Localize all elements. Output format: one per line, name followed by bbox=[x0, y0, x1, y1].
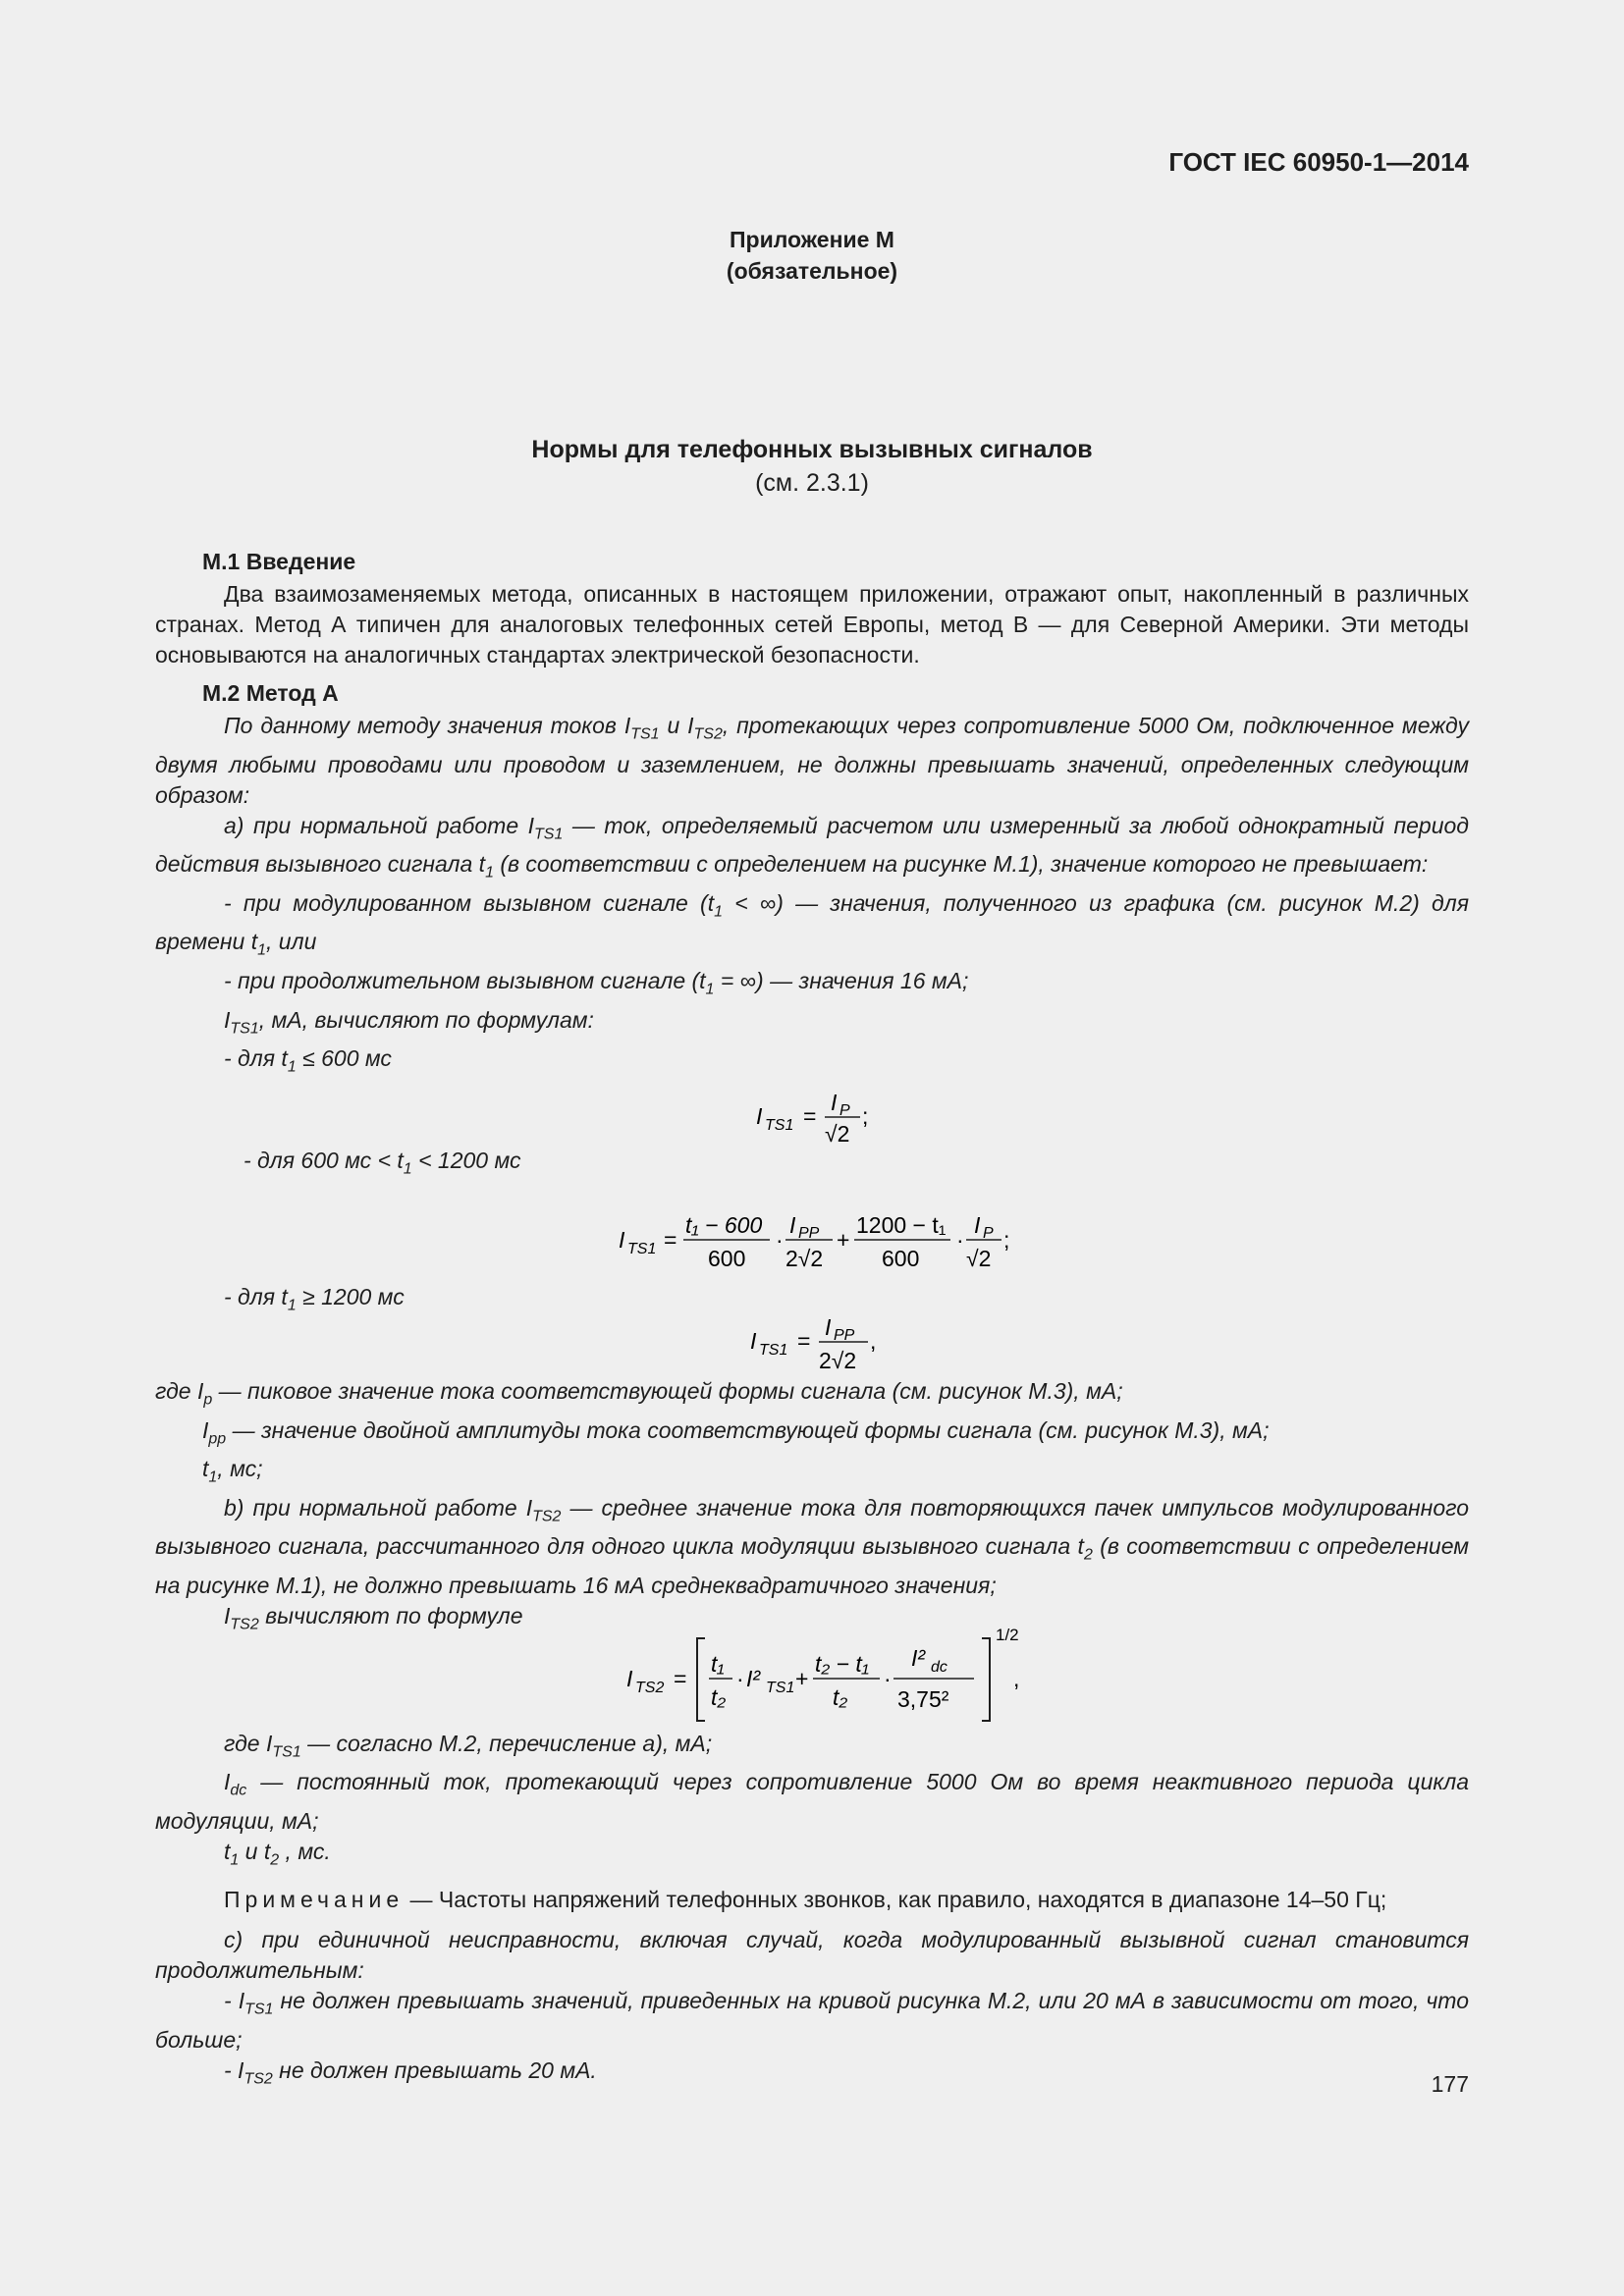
svg-text:TS1: TS1 bbox=[759, 1341, 788, 1359]
svg-text:600: 600 bbox=[708, 1246, 746, 1272]
svg-text:I²: I² bbox=[911, 1644, 926, 1671]
svg-text:t₂: t₂ bbox=[833, 1683, 848, 1710]
m2-where-ipp: $I_{pp}$ — значение двойной амплитуды тока соответствующей формы сигнала (см. рисунок М.3), мА; bbox=[202, 1416, 1270, 1448]
svg-text:1200 − t₁: 1200 − t₁ bbox=[856, 1212, 947, 1239]
m1-paragraph: Два взаимозаменяемых метода, описанных в настоящем приложении, отражают опыт, накопленный в различных странах. Метод А типичен для аналоговых телефонных сетей Европы, метод В — для Северной Америки. Эти методы основываются на аналогичных стандартах электрической безопасности. bbox=[155, 581, 1469, 667]
formula-its1-case2 bbox=[155, 1184, 1469, 1282]
m2-case-2-label: - для 600 мс < $t_1 < 1200$ мс bbox=[244, 1147, 521, 1178]
svg-text:I: I bbox=[974, 1212, 981, 1239]
svg-text:1/2: 1/2 bbox=[996, 1625, 1019, 1644]
svg-text:I: I bbox=[750, 1327, 757, 1354]
svg-text:·: · bbox=[736, 1665, 744, 1691]
svg-text:t₁ − 600: t₁ − 600 bbox=[685, 1212, 763, 1239]
m2-item-c: с) при единичной неисправности, включая случай, когда модулированный вызывной сигнал становится продолжительным: bbox=[155, 1927, 1469, 1984]
svg-text:TS1: TS1 bbox=[765, 1116, 794, 1134]
m2-item-a-continuous: - при продолжительном вызывном сигнале ($t_1$ = ∞) — значения 16 мА; bbox=[224, 967, 969, 998]
svg-text:dc: dc bbox=[931, 1658, 947, 1676]
m2-case-1-label: - для $t_1 \le 600$ мс bbox=[224, 1045, 392, 1076]
m2-item-b: b) при нормальной работе $I_{TS2}$ — среднее значение тока для повторяющихся пачек импульсов модулированного вызывного сигнала, рассчитанного для одного цикла модуляции вызывного сигнала $t_2$ (в соответствии с определением на рисунке М.1), не должно превышать 16 мА среднеквадратичного значения; bbox=[155, 1494, 1470, 1598]
formula-its1-case1-svg bbox=[155, 1083, 1469, 1146]
svg-text:I: I bbox=[831, 1089, 838, 1115]
m2-heading: М.2 Метод А bbox=[202, 680, 339, 706]
page-number: 177 bbox=[1431, 2071, 1469, 2097]
m2-case-3-label: - для $t_1 \ge 1200$ мс bbox=[224, 1284, 405, 1314]
m2-note: Примечание — Частоты напряжений телефонных звонков, как правило, находятся в диапазоне 14–50 Гц; bbox=[224, 1887, 1387, 1913]
m2-calc-intro: $I_{TS1}$, мА, вычисляют по формулам: bbox=[224, 1006, 594, 1038]
formula-its2-svg bbox=[155, 1621, 1469, 1729]
formula-its1-case3 bbox=[155, 1309, 1469, 1376]
svg-text:PP: PP bbox=[798, 1225, 820, 1243]
m2-where-t1: $t_1$, мс; bbox=[202, 1456, 263, 1486]
m2-item-c-its2: - $I_{TS2}$ не должен превышать 20 мА. bbox=[224, 2056, 597, 2088]
svg-text:TS1: TS1 bbox=[627, 1241, 657, 1258]
m2-item-c-its1: - $I_{TS1}$ не должен превышать значений, приведенных на кривой рисунка М.2, или 20 мА в зависимости от того, что больше; bbox=[155, 1988, 1469, 2053]
svg-text:2√2: 2√2 bbox=[785, 1246, 824, 1272]
svg-text:P: P bbox=[983, 1225, 994, 1243]
svg-text:,: , bbox=[870, 1327, 877, 1354]
m2-where-idc: $I_{dc}$ — постоянный ток, протекающий через сопротивление 5000 Ом во время неактивного периода цикла модуляции, мА; bbox=[155, 1769, 1469, 1834]
standard-designation: ГОСТ IEC 60950-1—2014 bbox=[1168, 147, 1469, 177]
svg-text:;: ; bbox=[862, 1102, 869, 1129]
svg-text:t₂ − t₁: t₂ − t₁ bbox=[815, 1650, 870, 1677]
m1-heading: М.1 Введение bbox=[202, 549, 356, 574]
appendix-title: Приложение М bbox=[730, 227, 894, 252]
svg-text:I: I bbox=[626, 1665, 633, 1691]
svg-text:·: · bbox=[884, 1665, 892, 1691]
m2-where-ip: где $I_p$ — пиковое значение тока соответствующей формы сигнала (см. рисунок М.3), мА; bbox=[155, 1377, 1123, 1409]
svg-text:=: = bbox=[803, 1102, 817, 1129]
m2-its2-intro: $I_{TS2}$ вычисляют по формуле bbox=[224, 1602, 523, 1633]
svg-text:I: I bbox=[789, 1212, 796, 1239]
svg-text:=: = bbox=[797, 1327, 811, 1354]
svg-text:2√2: 2√2 bbox=[819, 1347, 857, 1373]
svg-text:TS1: TS1 bbox=[766, 1679, 795, 1696]
svg-text:t₁: t₁ bbox=[711, 1650, 725, 1677]
svg-text:+: + bbox=[837, 1227, 850, 1254]
m2-where-t1t2: $t_1$ и $t_2$ , мс. bbox=[224, 1838, 331, 1869]
document-body bbox=[155, 543, 1469, 2094]
svg-text:TS2: TS2 bbox=[635, 1679, 665, 1696]
svg-text:P: P bbox=[839, 1101, 850, 1119]
m2-where-its1: где $I_{TS1}$ — согласно М.2, перечисление а), мА; bbox=[224, 1730, 713, 1761]
svg-text:√2: √2 bbox=[966, 1246, 992, 1272]
svg-text:I: I bbox=[756, 1102, 763, 1129]
svg-text:√2: √2 bbox=[825, 1120, 850, 1146]
svg-text:I: I bbox=[825, 1313, 832, 1340]
section-reference: (см. 2.3.1) bbox=[755, 469, 869, 497]
section-title: Нормы для телефонных вызывных сигналов bbox=[531, 436, 1093, 463]
svg-text:3,75²: 3,75² bbox=[897, 1685, 949, 1712]
svg-text:600: 600 bbox=[882, 1246, 920, 1272]
svg-text:;: ; bbox=[1003, 1227, 1010, 1254]
formula-its2 bbox=[155, 1621, 1469, 1729]
svg-text:I²: I² bbox=[746, 1665, 761, 1691]
svg-text:·: · bbox=[776, 1227, 784, 1254]
appendix-status: (обязательное) bbox=[726, 258, 898, 284]
formula-its1-case1 bbox=[155, 1083, 1469, 1146]
m2-item-a-modulated: - при модулированном вызывном сигнале ($t_1$ < ∞) — значения, полученного из графика (см. рисунок М.2) для времени $t_1$, или bbox=[155, 889, 1469, 959]
svg-text:t₂: t₂ bbox=[711, 1683, 727, 1710]
svg-text:I: I bbox=[619, 1227, 625, 1254]
svg-text:,: , bbox=[1013, 1665, 1020, 1691]
svg-text:+: + bbox=[795, 1665, 809, 1691]
m2-item-a: а) при нормальной работе $I_{TS1}$ — ток, определяемый расчетом или измеренный за любой однократный период действия вызывного сигнала $t_1$ (в соответствии с определением на рисунке М.1), значение которого не превышает: bbox=[155, 812, 1469, 881]
formula-its1-case3-svg bbox=[155, 1309, 1469, 1376]
formula-its1-case2-svg bbox=[155, 1184, 1469, 1282]
svg-text:PP: PP bbox=[834, 1326, 855, 1344]
svg-text:=: = bbox=[664, 1227, 677, 1254]
svg-text:=: = bbox=[674, 1665, 687, 1691]
svg-text:·: · bbox=[956, 1227, 964, 1254]
m2-intro: По данному методу значения токов $I_{TS1}$ и $I_{TS2}$, протекающих через сопротивление 5000 Ом, подключенное между двумя любыми проводами или проводом и заземлением, не должны превышать значений, определенных следующим образом: bbox=[155, 713, 1470, 808]
